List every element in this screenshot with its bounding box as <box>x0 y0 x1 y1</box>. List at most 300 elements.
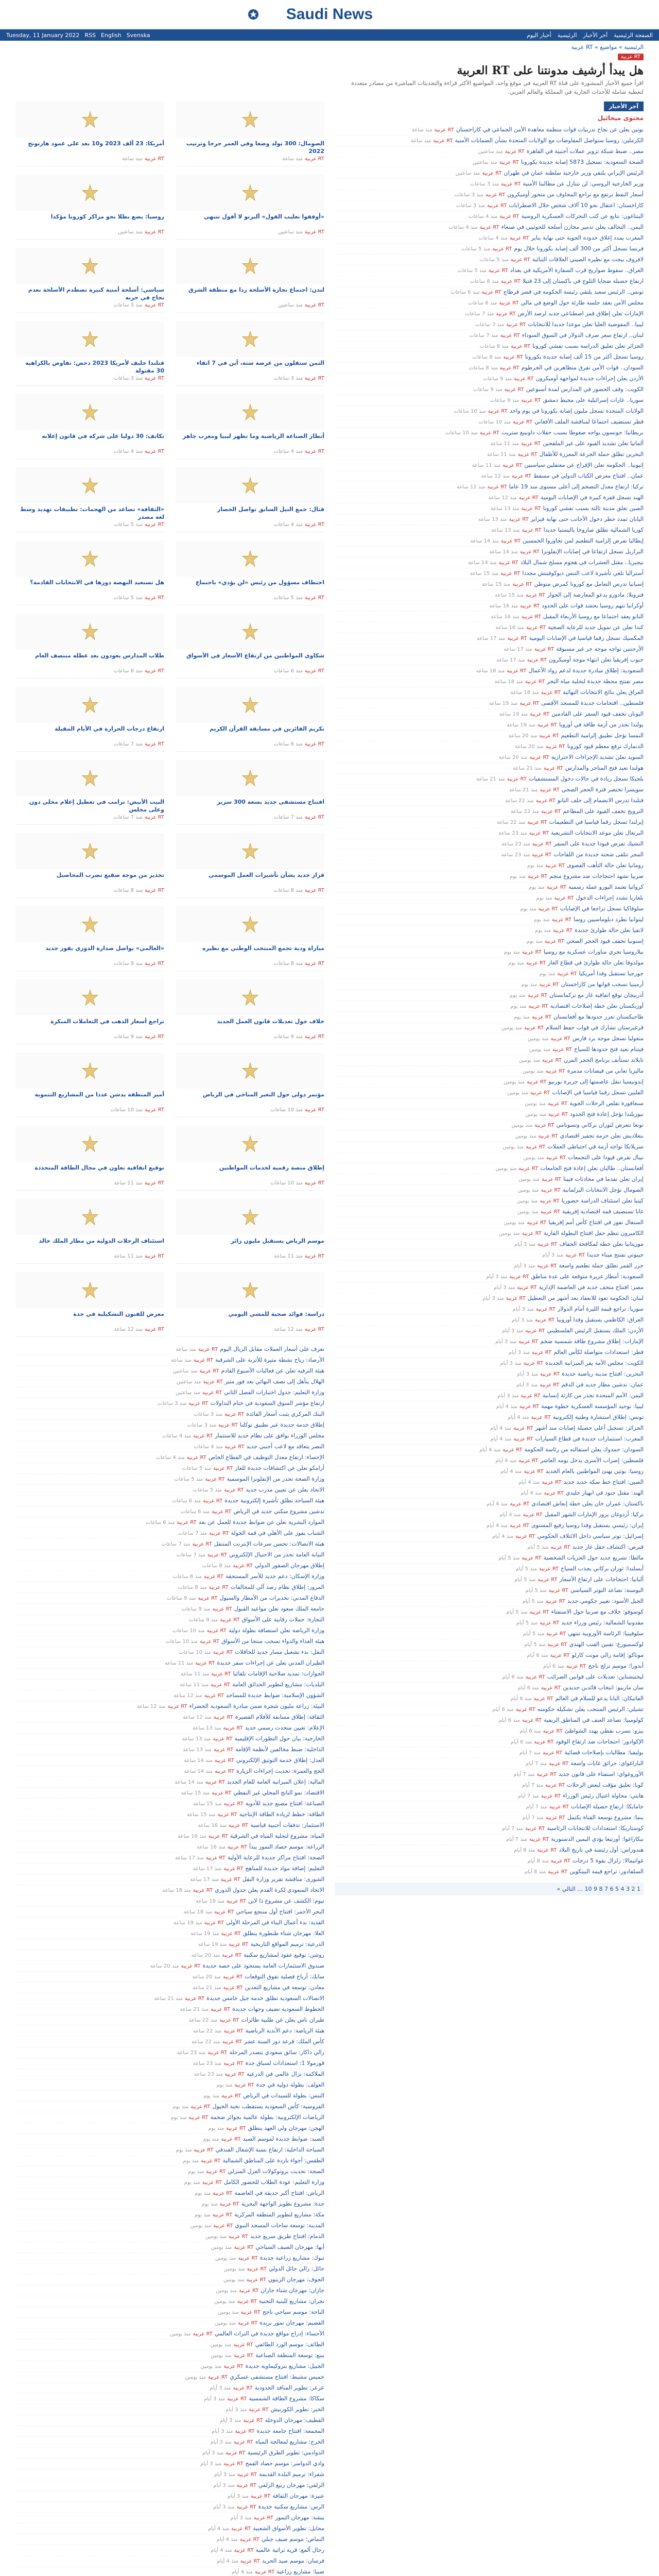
news-source[interactable]: RT عربية <box>529 1837 549 1842</box>
news-item[interactable] <box>335 1033 644 1044</box>
card-thumbnail[interactable] <box>176 906 324 942</box>
news-source[interactable]: RT عربية <box>213 1747 233 1753</box>
news-link[interactable]: أستراليا تلغي تأشيرة لاعب التنس ديوكوفيتش مجددا <box>522 570 644 577</box>
news-item[interactable] <box>15 1528 324 1539</box>
card-source[interactable]: RT عربية <box>144 229 164 235</box>
card-title[interactable]: اختطاف مسؤول من رئيس «لن يؤدي» باجتماع <box>196 579 324 586</box>
news-source[interactable]: RT عربية <box>550 1653 570 1658</box>
news-link[interactable]: إثيوبيا.. الحكومة تعلن الإفراج عن معتقلين سياسيين <box>524 462 644 468</box>
news-source[interactable]: RT عربية <box>531 1014 552 1020</box>
card-title[interactable]: تحذير من موجة صقيع تضرب المحاصيل <box>56 872 164 878</box>
news-link[interactable]: اليمن: الأمم المتحدة تحذر من كارثة إنسانية <box>542 1392 644 1399</box>
news-source[interactable]: RT عربية <box>543 1728 563 1734</box>
news-item[interactable] <box>335 860 644 871</box>
news-item[interactable] <box>15 2459 324 2469</box>
news-source[interactable]: RT عربية <box>231 2526 251 2532</box>
news-item[interactable] <box>15 2199 324 2210</box>
news-source[interactable]: RT عربية <box>221 2137 241 2142</box>
news-item[interactable] <box>15 1950 324 1961</box>
news-source[interactable]: RT عربية <box>237 2299 257 2304</box>
news-link[interactable]: الهجن: مهرجان ولي العهد ينطلق <box>248 2125 324 2131</box>
news-source[interactable]: RT عربية <box>222 2039 242 2045</box>
news-item[interactable] <box>15 2210 324 2221</box>
news-link[interactable]: اليونان تخفف قيود السفر على القادمين <box>551 710 644 717</box>
news-link[interactable]: وزير الخارجية الروسي: لن نتنازل عن مطالبنا الأمنية <box>523 180 644 187</box>
news-source[interactable]: RT عربية <box>211 1671 231 1677</box>
news-source[interactable]: RT عربية <box>539 733 559 739</box>
news-source[interactable]: RT عربية <box>520 603 540 609</box>
news-item[interactable] <box>15 2394 324 2404</box>
news-item[interactable] <box>335 687 644 698</box>
news-link[interactable]: كينيا تعلن استئناف الدراسة حضوريا <box>561 1197 644 1204</box>
news-link[interactable]: تونغا تتعرض لثوران بركاني وتسونامي <box>556 1122 644 1128</box>
news-item[interactable] <box>15 2253 324 2264</box>
news-source[interactable]: RT عربية <box>226 1899 246 1904</box>
news-source[interactable]: RT عربية <box>541 1793 561 1799</box>
news-link[interactable]: سنغافورة تقلص الرحلات الجوية <box>569 1100 644 1107</box>
news-source[interactable]: RT عربية <box>519 701 540 706</box>
card-source[interactable]: RT عربية <box>304 449 324 454</box>
news-item[interactable] <box>15 2177 324 2188</box>
news-item[interactable] <box>335 1520 644 1531</box>
news-link[interactable]: مصر تفتتح محطة جديدة لتحلية مياه البحر <box>547 678 644 685</box>
news-source[interactable]: RT عربية <box>525 592 545 598</box>
news-link[interactable]: الهلال يتأهل إلى نصف النهائي بعد فوز مثير <box>224 1378 324 1385</box>
news-link[interactable]: المغرب: استثمارات جديدة في قطاع السيارات <box>535 1435 644 1442</box>
news-item[interactable] <box>15 1712 324 1723</box>
card-source[interactable]: RT عربية <box>144 156 164 162</box>
news-link[interactable]: منغوليا تسجل موجة برد قارس <box>572 1035 644 1042</box>
news-item[interactable] <box>15 1398 324 1409</box>
news-link[interactable]: وزارة الإسكان: دعم جديد للأسر المستحقة <box>226 1573 324 1580</box>
card-title[interactable]: طلاب المدارس يعودون بعد عطلة منتصف العام <box>35 652 164 659</box>
news-source[interactable]: RT عربية <box>238 2256 258 2261</box>
news-item[interactable] <box>15 2469 324 2480</box>
news-source[interactable]: RT عربية <box>541 1188 561 1193</box>
news-link[interactable]: السودان.. قوات الأمن تفرق متظاهرين في الخرطوم <box>521 364 644 371</box>
card-thumbnail[interactable] <box>15 687 164 723</box>
news-source[interactable]: RT عربية <box>552 1047 572 1053</box>
card-source[interactable]: RT عربية <box>144 815 164 820</box>
news-source[interactable]: RT عربية <box>522 1231 542 1236</box>
news-card[interactable] <box>176 979 324 1044</box>
news-source[interactable]: RT عربية <box>528 1004 548 1009</box>
news-link[interactable]: كوبا: تعليق مؤقت لبعض الرحلات <box>567 1782 644 1788</box>
news-source[interactable]: RT عربية <box>538 1133 558 1139</box>
news-link[interactable]: الكاميرون تنظم حفل افتتاح البطولة القارية <box>543 1230 644 1236</box>
news-link[interactable]: أيسلندا: ثوران بركاني يجذب السياح <box>561 1565 644 1572</box>
card-title[interactable]: استئناف الرحلات الدولية من مطار الملك خالد <box>39 1238 164 1244</box>
news-source[interactable]: RT عربية <box>543 1750 563 1756</box>
news-link[interactable]: لبنان.. ارتفاع سعر صرف الدولار في السوق السوداء <box>522 332 644 338</box>
news-source[interactable]: RT عربية <box>522 1718 542 1723</box>
news-source[interactable]: RT عربية <box>223 2364 244 2369</box>
news-link[interactable]: مجلس الوزراء يوافق على نظام جديد للاستثمار <box>215 1432 324 1439</box>
card-title[interactable]: مباراة ودية تجمع المنتخب الوطني مع نظيره <box>202 945 324 952</box>
news-link[interactable]: العراق: الكاظمي يستقبل وفدا أوروبيا <box>557 1316 644 1323</box>
news-item[interactable] <box>15 1831 324 1842</box>
news-link[interactable]: سويسرا تختصر فترة الحجر الصحي <box>561 786 644 793</box>
news-item[interactable] <box>15 1561 324 1571</box>
news-item[interactable] <box>15 2296 324 2307</box>
news-link[interactable]: المجمعة: افتتاح جامعة جديدة <box>256 2428 324 2434</box>
news-link[interactable]: أذربيجان توقع اتفاقية غاز مع تركمانستان <box>549 992 644 998</box>
news-source[interactable]: RT عربية <box>233 2342 253 2348</box>
news-card[interactable] <box>176 760 324 825</box>
news-link[interactable]: بولندا تحذر من أزمة طاقة في أوروبا <box>559 721 644 728</box>
card-title[interactable]: فنلندا حليف لأمريكا 2023 دحض: تفاوض بالكراهية 30 مقتولة <box>25 360 164 374</box>
news-link[interactable]: إسرائيل: توتر سياسي داخل الائتلاف الحكومي <box>537 1533 644 1539</box>
card-thumbnail[interactable] <box>176 760 324 796</box>
news-link[interactable]: الجزائر: تسجيل أعلى حصيلة إصابات منذ أشهر <box>535 1425 644 1431</box>
news-item[interactable] <box>335 990 644 1001</box>
news-item[interactable] <box>15 1961 324 1972</box>
news-source[interactable]: RT عربية <box>223 1985 243 1991</box>
news-item[interactable] <box>335 1423 644 1434</box>
news-item[interactable] <box>335 1012 644 1023</box>
news-item[interactable] <box>15 1690 324 1701</box>
news-link[interactable]: عرعر: تطوير المنافذ الحدودية <box>254 2384 324 2391</box>
news-item[interactable] <box>335 135 644 146</box>
news-link[interactable]: تعرف على أسعار العملات مقابل الريال اليوم <box>220 1346 324 1352</box>
news-source[interactable]: RT عربية <box>524 1025 544 1031</box>
news-link[interactable]: الاتصالات السعودية تطلق خدمة جيل خامس جديدة <box>206 1995 324 2002</box>
news-link[interactable]: النصر يتعاقد مع لاعب أجنبي جديد <box>246 1443 324 1450</box>
news-item[interactable] <box>15 1496 324 1506</box>
news-source[interactable]: RT عربية <box>222 1953 242 1958</box>
news-source[interactable]: RT عربية <box>239 2288 259 2294</box>
card-title[interactable]: روسيا: يضع بطلا نحو مراكز كورونا مؤكدا <box>50 213 164 220</box>
news-item[interactable] <box>335 417 644 428</box>
news-source[interactable]: RT عربية <box>224 2072 245 2077</box>
news-source[interactable]: RT عربية <box>526 960 546 966</box>
news-item[interactable] <box>15 2123 324 2134</box>
news-card[interactable] <box>15 321 164 386</box>
news-source[interactable]: RT عربية <box>217 1812 237 1818</box>
card-title[interactable]: البيت الأبيض: ترامب في تعطيل إعلام محلي دون وعلى مجلس <box>29 799 164 813</box>
news-source[interactable]: RT عربية <box>234 2082 254 2088</box>
card-thumbnail[interactable] <box>15 101 164 138</box>
news-source[interactable]: RT عربية <box>253 2515 273 2521</box>
news-item[interactable] <box>335 1326 644 1336</box>
news-link[interactable]: لاتفيا تعلن حالة طوارئ جديدة <box>575 927 644 934</box>
news-link[interactable]: الصومال تؤجل الانتخابات البرلمانية <box>562 1187 644 1193</box>
news-link[interactable]: أندورا: موسم تزلج ناجح <box>588 1663 644 1669</box>
news-link[interactable]: الصناعة: افتتاح مصنع جديد للأدوية <box>245 1800 324 1807</box>
news-card[interactable] <box>176 1053 324 1117</box>
news-item[interactable] <box>15 1874 324 1885</box>
pagination[interactable]: 1 2 3 4 5 6 7 8 9 10 … التالي » <box>335 1883 644 1895</box>
card-thumbnail[interactable] <box>15 1126 164 1162</box>
news-link[interactable]: بوتين يعلن عن نجاح تدريبات قوات منظمة معاهدة الأمن الجماعي في كازاخستان <box>456 126 644 133</box>
news-source[interactable]: RT عربية <box>223 2061 244 2066</box>
news-link[interactable]: اليابان تمدد حظر دخول الأجانب حتى نهاية فبراير <box>530 516 644 522</box>
news-link[interactable]: وادي الدواسر: موسم حصاد القمح <box>245 2460 324 2467</box>
news-source[interactable]: RT عربية <box>233 1563 253 1569</box>
news-link[interactable]: نيوزيلندا تؤجل إعادة فتح الحدود <box>570 1111 644 1117</box>
card-title[interactable]: قرار جديد بشأن تأشيرات العمل الموسمي <box>209 872 324 878</box>
news-item[interactable] <box>335 276 644 287</box>
news-link[interactable]: صندوق الاستثمارات العامة يستحوذ على حصة جديدة <box>202 1962 324 1969</box>
card-source[interactable]: RT عربية <box>144 741 164 747</box>
news-link[interactable]: تشيلي: الرئيس المنتخب يعلن تشكيلة حكومته <box>537 1706 644 1713</box>
news-item[interactable] <box>15 1355 324 1366</box>
news-item[interactable] <box>335 384 644 395</box>
news-source[interactable]: RT عربية <box>541 690 561 696</box>
news-link[interactable]: التعليم: إضافة مواد جديدة للمناهج <box>245 1865 324 1872</box>
news-source[interactable]: RT عربية <box>518 1166 539 1172</box>
news-item[interactable] <box>335 1098 644 1109</box>
news-source[interactable]: RT عربية <box>205 1855 226 1861</box>
news-link[interactable]: المغرب يمدد إغلاق حدوده الجوية حتى نهاية يناير <box>531 234 644 241</box>
news-source[interactable]: RT عربية <box>213 1736 233 1742</box>
news-link[interactable]: سلوفينيا: الرئاسة الأوروبية تنتهي <box>568 1630 644 1637</box>
news-source[interactable]: RT عربية <box>545 863 565 869</box>
news-item[interactable] <box>15 2502 324 2513</box>
news-item[interactable] <box>335 741 644 752</box>
news-item[interactable] <box>15 2102 324 2112</box>
news-item[interactable] <box>335 1315 644 1326</box>
news-item[interactable] <box>15 1863 324 1874</box>
news-item[interactable] <box>15 1387 324 1398</box>
news-link[interactable]: الحج والعمرة: تحديث إجراءات الزيارة <box>236 1768 324 1774</box>
news-link[interactable]: البحر الأحمر: افتتاح أول منتجع سياحي <box>236 1908 324 1915</box>
news-source[interactable]: RT عربية <box>500 571 521 577</box>
news-source[interactable]: RT عربية <box>525 1674 545 1680</box>
card-title[interactable]: هل تستعيد النهضة دورها في الانتخابات القادمة؟ <box>30 579 164 586</box>
news-item[interactable] <box>335 1629 644 1639</box>
card-source[interactable]: RT عربية <box>304 1327 324 1332</box>
news-item[interactable] <box>15 2264 324 2275</box>
news-source[interactable]: RT عربية <box>496 311 516 317</box>
news-item[interactable] <box>15 1344 324 1355</box>
news-source[interactable]: RT عربية <box>499 214 519 219</box>
news-link[interactable]: المكسيك تسجل رقما قياسيا في الإصابات اليومية <box>529 635 644 641</box>
card-thumbnail[interactable] <box>176 394 324 430</box>
card-thumbnail[interactable] <box>176 248 324 284</box>
news-source[interactable]: RT عربية <box>502 1447 523 1453</box>
news-link[interactable]: إيطاليا تفرض إلزامية التطعيم لمن تجاوزوا الخمسين <box>523 537 644 544</box>
news-source[interactable]: RT عربية <box>199 1639 220 1645</box>
card-title[interactable]: مؤتمر دولي حول التغير المناخي في الرياض <box>202 1091 324 1098</box>
news-link[interactable]: عنيزة: مهرجان الثقافة <box>272 2493 324 2499</box>
news-link[interactable]: الطائف: موسم الورد الطائفي <box>255 2341 324 2348</box>
news-source[interactable]: RT عربية <box>527 1079 547 1085</box>
news-item[interactable] <box>335 1336 644 1347</box>
news-link[interactable]: جامايكا: ارتفاع حصيلة الإصابات <box>571 1803 644 1810</box>
news-card[interactable] <box>176 1272 324 1337</box>
news-link[interactable]: الخبر: تطوير الكورنيش <box>270 2406 324 2413</box>
news-item[interactable] <box>335 1845 644 1856</box>
news-source[interactable]: RT عربية <box>223 1725 243 1731</box>
news-source[interactable]: RT عربية <box>485 192 506 198</box>
news-item[interactable] <box>335 1001 644 1012</box>
news-source[interactable]: RT عربية <box>531 1415 551 1420</box>
news-link[interactable]: العلا: مهرجان شتاء طنطورة ينطلق <box>242 1930 324 1937</box>
news-link[interactable]: سكاكا: مشروع الطاقة الشمسية <box>249 2395 324 2402</box>
news-source[interactable]: RT عربية <box>540 1198 560 1204</box>
news-item[interactable] <box>335 1369 644 1380</box>
news-source[interactable]: RT عربية <box>510 257 530 263</box>
news-card[interactable] <box>176 833 324 898</box>
news-source[interactable]: RT عربية <box>517 1285 537 1291</box>
news-source[interactable]: RT عربية <box>212 2212 232 2218</box>
news-link[interactable]: الجوف: مهرجان الزيتون <box>268 2276 324 2283</box>
news-source[interactable]: RT عربية <box>545 744 565 750</box>
news-source[interactable]: RT عربية <box>550 1545 570 1550</box>
news-link[interactable]: شقراء: ترميم البلدة القديمة <box>259 2471 324 2478</box>
news-item[interactable] <box>335 720 644 731</box>
news-card[interactable] <box>15 687 164 752</box>
news-item[interactable] <box>335 493 644 503</box>
news-source[interactable]: RT عربية <box>499 160 519 165</box>
news-item[interactable] <box>335 482 644 493</box>
news-source[interactable]: RT عربية <box>547 1642 567 1648</box>
news-item[interactable] <box>335 1607 644 1618</box>
news-link[interactable]: الاقتصاد: نمو الناتج المحلي غير النفطي <box>233 1789 324 1796</box>
news-link[interactable]: السعودية: أمطار غزيرة متوقعة على عدة مناطق <box>531 1273 644 1280</box>
news-item[interactable] <box>15 2448 324 2459</box>
news-source[interactable]: RT عربية <box>545 1069 565 1074</box>
news-link[interactable]: مجلس الأمن يعقد جلسة طارئة حول الوضع في مالي <box>521 299 644 306</box>
card-thumbnail[interactable] <box>15 540 164 577</box>
news-source[interactable]: RT عربية <box>545 1783 565 1788</box>
news-link[interactable]: أوكرانيا تتهم روسيا بحشد قوات على الحدود <box>542 602 644 609</box>
news-link[interactable]: الشؤون الإسلامية: ضوابط جديدة للمساجد <box>226 1692 324 1699</box>
news-item[interactable] <box>15 1474 324 1485</box>
news-source[interactable]: RT عربية <box>209 1531 229 1536</box>
news-card[interactable] <box>176 467 324 532</box>
news-source[interactable]: RT عربية <box>227 2396 247 2402</box>
news-item[interactable] <box>335 244 644 255</box>
news-item[interactable] <box>15 1647 324 1658</box>
news-item[interactable] <box>15 1777 324 1788</box>
news-source[interactable]: RT عربية <box>228 1823 249 1828</box>
news-item[interactable] <box>15 1972 324 1982</box>
card-title[interactable]: أنطار الصناعة الرياضية وما تظهر ليبيا ومغرب جاهز <box>183 433 324 439</box>
news-item[interactable] <box>335 633 644 644</box>
news-item[interactable] <box>335 460 644 471</box>
news-link[interactable]: المرور: إطلاق نظام رصد آلي للمخالفات <box>230 1584 324 1590</box>
news-item[interactable] <box>15 2329 324 2340</box>
news-link[interactable]: جازان: مهرجان شتاء جازان <box>261 2287 324 2294</box>
news-source[interactable]: RT عربية <box>487 484 507 490</box>
card-source[interactable]: RT عربية <box>304 302 324 308</box>
news-item[interactable] <box>335 1401 644 1412</box>
news-source[interactable]: RT عربية <box>186 1455 206 1461</box>
news-link[interactable]: الكويت: وقف الحضور في المدارس لمدة أسبوعين <box>526 386 644 393</box>
news-item[interactable] <box>15 2091 324 2102</box>
news-link[interactable]: أوزبكستان تعلن خطة إصلاحات اقتصادية <box>550 1003 644 1009</box>
card-source[interactable]: RT عربية <box>144 302 164 308</box>
news-link[interactable]: كوريا الشمالية تطلق صاروخا باليستيا جديدا <box>543 527 644 533</box>
news-link[interactable]: المالية: إعلان الميزانية العامة للعام الجديد <box>227 1778 324 1785</box>
news-link[interactable]: البنك المركزي يثبت أسعار الفائدة <box>246 1411 324 1417</box>
news-link[interactable]: الجوازات: تمديد صلاحية الإقامات تلقائيا <box>233 1670 324 1677</box>
news-item[interactable] <box>335 839 644 850</box>
card-thumbnail[interactable] <box>176 101 324 138</box>
news-item[interactable] <box>335 514 644 525</box>
news-card[interactable] <box>15 1272 164 1337</box>
news-link[interactable]: سلوفاكيا تسجل تراجعا في الإصابات <box>560 905 644 912</box>
card-title[interactable]: تكاتف: 30 دوليا على شركة في قانون إعلانه <box>41 433 164 439</box>
news-link[interactable]: المجر تتلقى شحنة جديدة من اللقاحات <box>553 851 644 858</box>
news-link[interactable]: البنتاغون: نتابع عن كثب التحركات العسكرية الروسية <box>521 213 644 219</box>
card-thumbnail[interactable] <box>15 175 164 211</box>
news-item[interactable] <box>15 1918 324 1928</box>
news-item[interactable] <box>335 1834 644 1845</box>
news-item[interactable] <box>15 2145 324 2156</box>
news-source[interactable]: RT عربية <box>511 473 532 479</box>
news-item[interactable] <box>335 1055 644 1066</box>
news-source[interactable]: RT عربية <box>193 1358 213 1363</box>
news-item[interactable] <box>15 1799 324 1809</box>
news-card[interactable] <box>176 248 324 313</box>
news-source[interactable]: RT عربية <box>212 1509 232 1515</box>
news-item[interactable] <box>15 2080 324 2091</box>
card-title[interactable]: الصومال: 300 تولد وضعا وفي العمر حرجا وترتيب 2022 <box>186 140 324 155</box>
news-source[interactable]: RT عربية <box>213 1466 233 1471</box>
card-thumbnail[interactable] <box>15 833 164 869</box>
news-link[interactable]: الأرجنتين تواجه موجة حر غير مسبوقة <box>556 646 644 652</box>
card-title[interactable]: تراجع أسعار الذهب في التعاملات المبكرة <box>50 1018 164 1025</box>
news-source[interactable]: RT عربية <box>509 517 529 522</box>
news-source[interactable]: RT عربية <box>527 820 547 825</box>
news-source[interactable]: RT عربية <box>190 2104 211 2110</box>
news-source[interactable]: RT عربية <box>537 1848 557 1853</box>
news-source[interactable]: RT عربية <box>240 2558 260 2564</box>
news-source[interactable]: RT عربية <box>541 1177 562 1182</box>
news-item[interactable] <box>335 341 644 352</box>
news-item[interactable] <box>15 1636 324 1647</box>
news-link[interactable]: الجزائر تعلن تعليق الدراسة بسبب تفشي كورونا <box>532 343 644 349</box>
news-item[interactable] <box>335 536 644 547</box>
news-source[interactable]: RT عربية <box>531 1350 552 1355</box>
news-link[interactable]: هولندا تعيد فتح المتاجر والمدارس <box>565 765 644 771</box>
news-item[interactable] <box>15 2513 324 2523</box>
news-item[interactable] <box>15 1788 324 1799</box>
news-source[interactable]: RT عربية <box>549 1804 569 1810</box>
news-link[interactable]: إيران تعلن تقدما في محادثات فيينا <box>563 1176 644 1182</box>
news-source[interactable]: RT عربية <box>506 1296 526 1301</box>
news-link[interactable]: جيبوتي تفتتح ميناء جديدا <box>587 1251 644 1258</box>
news-item[interactable] <box>15 1907 324 1918</box>
news-item[interactable] <box>15 1982 324 1993</box>
news-item[interactable] <box>335 774 644 785</box>
news-item[interactable] <box>15 2069 324 2080</box>
news-source[interactable]: RT عربية <box>255 2569 275 2575</box>
news-link[interactable]: مكة: مشاريع لتطوير المنطقة المركزية <box>234 2211 324 2218</box>
news-source[interactable]: RT عربية <box>509 1274 529 1280</box>
news-source[interactable]: RT عربية <box>548 1869 568 1875</box>
news-item[interactable] <box>15 1766 324 1777</box>
nav-item[interactable]: أخبار اليوم <box>527 31 551 39</box>
news-link[interactable]: روشن: توقيع عقود لمشاريع سكنية <box>244 1952 324 1958</box>
news-link[interactable]: عمان.. افتتاح معرض الكتاب الدولي في مسقط <box>533 472 644 479</box>
news-source[interactable]: RT عربية <box>479 225 499 230</box>
news-source[interactable]: RT عربية <box>233 2439 253 2445</box>
card-thumbnail[interactable] <box>176 979 324 1015</box>
news-link[interactable]: تركيا: أردوغان يزور الإمارات الشهر المقبل <box>544 1511 644 1518</box>
news-source[interactable]: RT عربية <box>518 1458 539 1464</box>
news-link[interactable]: الأرصاد: رياح نشطة مثيرة للأتربة على الشرقية <box>215 1357 324 1363</box>
news-card[interactable] <box>176 321 324 386</box>
news-source[interactable]: RT عربية <box>228 2234 248 2240</box>
card-source[interactable]: RT عربية <box>304 741 324 747</box>
news-item[interactable] <box>335 1748 644 1758</box>
news-item[interactable] <box>15 1442 324 1452</box>
news-link[interactable]: تونس.. الرئيس سعيد يلتقي رئيسة الحكومة في قصر قرطاج <box>503 289 644 295</box>
